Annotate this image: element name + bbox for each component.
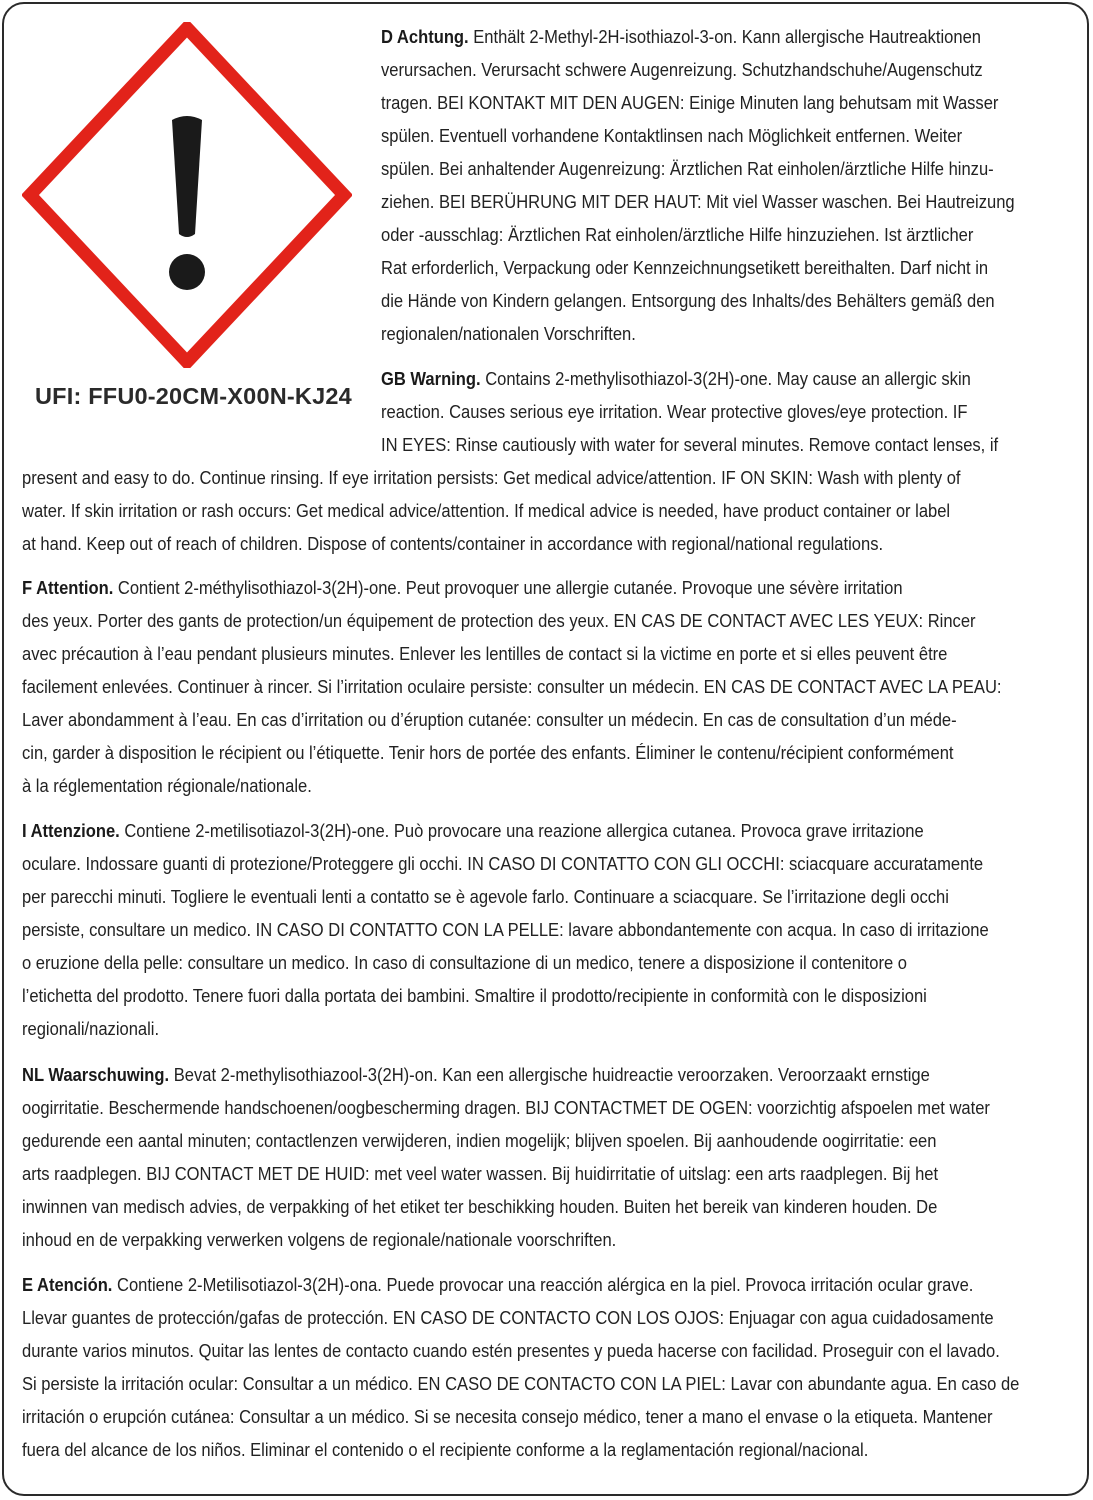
ufi-code: UFI: FFU0-20CM-X00N-KJ24 [35, 383, 352, 409]
it-line-7: regionali/nazionali. [22, 1018, 160, 1039]
it-heading: I Attenzione. [22, 820, 120, 841]
it-line-2: oculare. Indossare guanti di protezione/Proteggere gli occhi. IN CASO DI CONTATTO CON GLI OCCHI: sciacquare accuratamente [22, 853, 984, 874]
es-line-2: Llevar guantes de protección/gafas de protección. EN CASO DE CONTACTO CON LOS OJOS: Enjuagar con agua cuidadosamente [22, 1307, 994, 1328]
nl-line-5: inwinnen van medisch advies, de verpakking of het etiket ter beschikking houden. Buiten het bereik van kinderen houden. De [22, 1196, 938, 1217]
nl-heading: NL Waarschuwing. [22, 1064, 170, 1085]
de-line-3: tragen. BEI KONTAKT MIT DEN AUGEN: Einige Minuten lang behutsam mit Wasser [381, 92, 999, 113]
fr-line-6: cin, garder à disposition le récipient ou l’étiquette. Tenir hors de portée des enfants. Éliminer le contenu/récipient conformément [22, 742, 954, 763]
fr-line-4: facilement enlevées. Continuer à rincer. Si l’irritation oculaire persiste: consulter un médecin. EN CAS DE CONTACT AVEC LA PEAU: [22, 676, 1002, 697]
fr-line-1: F Attention. Contient 2-méthylisothiazol-3(2H)-one. Peut provoquer une allergie cutanée. Provoque une sévère irritation [22, 577, 903, 598]
exclamation-mark-icon [22, 22, 352, 368]
de-heading: D Achtung. [381, 26, 469, 47]
de-line-2: verursachen. Verursacht schwere Augenreizung. Schutzhandschuhe/Augenschutz [381, 59, 983, 80]
gb-line-2: reaction. Causes serious eye irritation. Wear protective gloves/eye protection. IF [381, 401, 968, 422]
de-line-10: regionalen/nationalen Vorschriften. [381, 323, 636, 344]
fr-line-3: avec précaution à l’eau pendant plusieurs minutes. Enlever les lentilles de contact si la victime en porte et si elles peuvent être [22, 643, 948, 664]
gb-line-6: at hand. Keep out of reach of children. Dispose of contents/container in accordance with regional/national regulations. [22, 533, 884, 554]
it-line-3: per parecchi minuti. Togliere le eventuali lenti a contatto se è agevole farlo. Continuare a sciacquare. Se l’irritazione degli occhi [22, 886, 949, 907]
fr-line-2: des yeux. Porter des gants de protection/un équipement de protection des yeux. EN CAS DE CONTACT AVEC LES YEUX: Rincer [22, 610, 976, 631]
nl-line-4: arts raadplegen. BIJ CONTACT MET DE HUID: met veel water wassen. Bij huidirritatie of uitslag: een arts raadplegen. Bij het [22, 1163, 939, 1184]
nl-line-3: gedurende een aantal minuten; contactlenzen verwijderen, indien mogelijk; blijven spoelen. Bij aanhoudende oogirritatie: een [22, 1130, 937, 1151]
de-line-4: spülen. Eventuell vorhandene Kontaktlinsen nach Möglichkeit entfernen. Weiter [381, 125, 963, 146]
nl-line-6: inhoud en de verpakking verwerken volgens de regionale/nationale voorschriften. [22, 1229, 617, 1250]
gb-line-1: GB Warning. Contains 2-methylisothiazol-3(2H)-one. May cause an allergic skin [381, 368, 971, 389]
fr-line-7: à la réglementation régionale/nationale. [22, 775, 312, 796]
de-line-9: die Hände von Kindern gelangen. Entsorgung des Inhalts/des Behälters gemäß den [381, 290, 995, 311]
it-line-1: I Attenzione. Contiene 2-metilisotiazol-3(2H)-one. Può provocare una reazione allergica cutanea. Provoca grave irritazione [22, 820, 924, 841]
es-heading: E Atención. [22, 1274, 113, 1295]
gb-heading: GB Warning. [381, 368, 481, 389]
gb-line-4: present and easy to do. Continue rinsing. If eye irritation persists: Get medical advice/attention. IF ON SKIN: Wash with plenty of [22, 467, 961, 488]
fr-heading: F Attention. [22, 577, 114, 598]
de-line-1: D Achtung. Enthält 2-Methyl-2H-isothiazol-3-on. Kann allergische Hautreaktionen [381, 26, 981, 47]
gb-line-3: IN EYES: Rinse cautiously with water for several minutes. Remove contact lenses, if [381, 434, 999, 455]
nl-line-2: oogirritatie. Beschermende handschoenen/oogbescherming dragen. BIJ CONTACTMET DE OGEN: voorzichtig afspoelen met water [22, 1097, 990, 1118]
fr-line-5: Laver abondamment à l’eau. En cas d’irritation ou d’éruption cutanée: consulter un médecin. En cas de consultation d’un méde- [22, 709, 957, 730]
es-line-5: irritación o erupción cutánea: Consultar a un médico. Si se necesita consejo médico, tener a mano el envase o la etiqueta. Mantener [22, 1406, 993, 1427]
es-line-6: fuera del alcance de los niños. Eliminar el contenido o el recipiente conforme a la reglamentación regional/nacional. [22, 1439, 869, 1460]
de-line-6: ziehen. BEI BERÜHRUNG MIT DER HAUT: Mit viel Wasser waschen. Bei Hautreizung [381, 191, 1015, 212]
it-line-5: o eruzione della pelle: consultare un medico. In caso di consultazione di un medico, tenere a disposizione il contenitore o [22, 952, 907, 973]
es-line-1: E Atención. Contiene 2-Metilisotiazol-3(2H)-ona. Puede provocar una reacción alérgica en la piel. Provoca irritación ocular grave. [22, 1274, 974, 1295]
es-line-4: Si persiste la irritación ocular: Consultar a un médico. EN CASO DE CONTACTO CON LA PIEL: Lavar con abundante agua. En caso de [22, 1373, 1020, 1394]
nl-line-1: NL Waarschuwing. Bevat 2-methylisothiazool-3(2H)-on. Kan een allergische huidreactie veroorzaken. Veroorzaakt ernstige [22, 1064, 930, 1085]
it-line-4: persiste, consultare un medico. IN CASO DI CONTATTO CON LA PELLE: lavare abbondantemente con acqua. In caso di irritazione [22, 919, 989, 940]
it-line-6: l’etichetta del prodotto. Tenere fuori dalla portata dei bambini. Smaltire il prodotto/recipiente in conformità con le disposizioni [22, 985, 927, 1006]
de-line-5: spülen. Bei anhaltender Augenreizung: Ärztlichen Rat einholen/ärztliche Hilfe hinzu- [381, 158, 994, 179]
es-line-3: durante varios minutos. Quitar las lentes de contacto cuando estén presentes y pueda hacerse con facilidad. Proseguir con el lavado. [22, 1340, 1000, 1361]
gb-line-5: water. If skin irritation or rash occurs: Get medical advice/attention. If medical advice is needed, have product container or label [22, 500, 951, 521]
de-line-8: Rat erforderlich, Verpackung oder Kennzeichnungsetikett bereithalten. Darf nicht in [381, 257, 989, 278]
de-line-7: oder -ausschlag: Ärztlichen Rat einholen/ärztliche Hilfe hinzuziehen. Ist ärztlicher [381, 224, 974, 245]
